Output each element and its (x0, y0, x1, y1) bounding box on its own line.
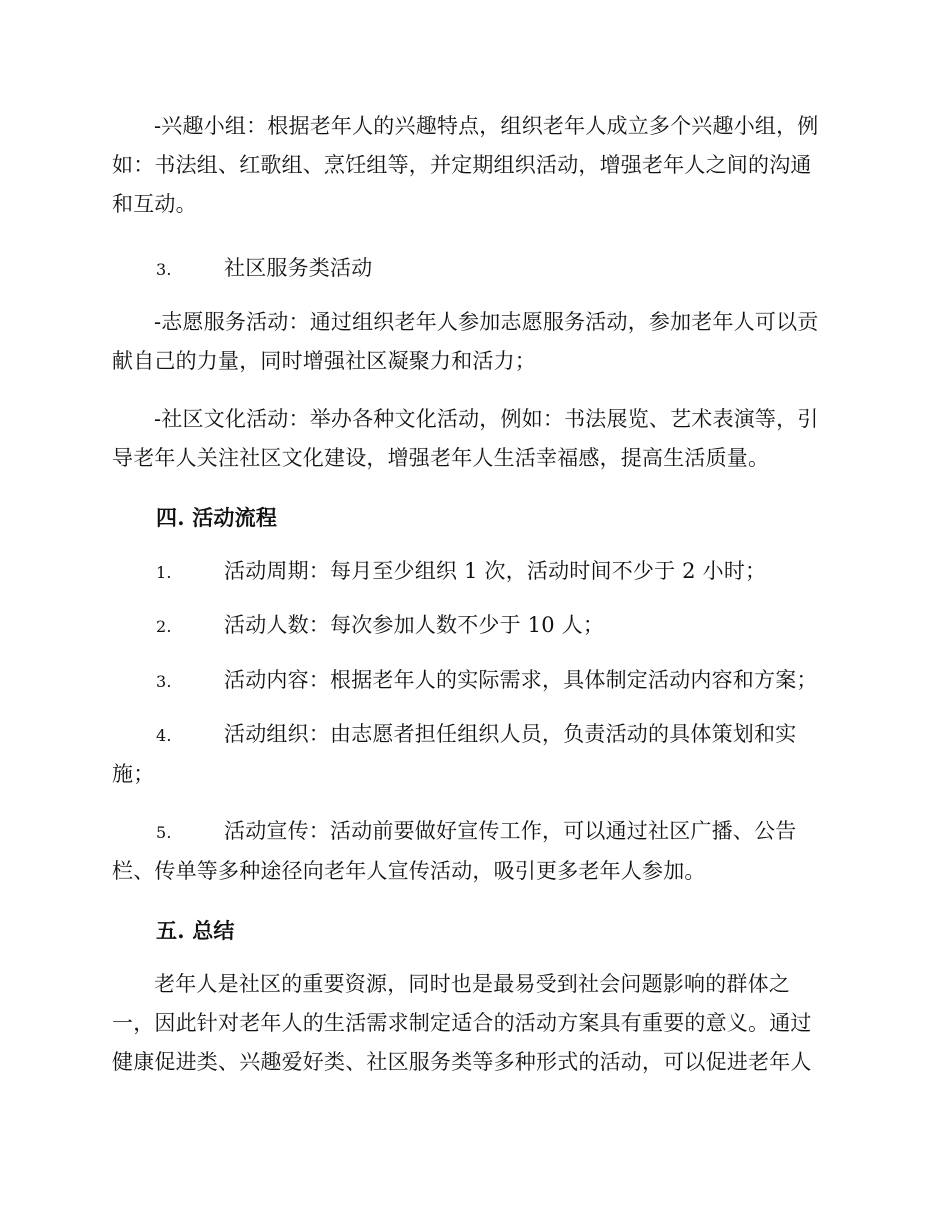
paragraph-culture: -社区文化活动：举办各种文化活动，例如：书法展览、艺术表演等，引导老年人关注社区文化建设，增强老年人生活幸福感，提高生活质量。 (112, 407, 819, 470)
paragraph-conclusion: 老年人是社区的重要资源，同时也是最易受到社会问题影响的群体之一，因此针对老年人的生活需求制定适合的活动方案具有重要的意义。通过健康促进类、兴趣爱好类、社区服务类等多种形式的活动，可以促进老年人 (112, 972, 812, 1074)
list-number: 4. (156, 726, 172, 745)
list-text: 活动组织：由志愿者担任组织人员，负责活动的具体策划和实施； (112, 722, 797, 786)
list-item (112, 606, 832, 646)
list-number: 2. (156, 617, 172, 636)
paragraph-volunteer: -志愿服务活动：通过组织老年人参加志愿服务活动，参加老年人可以贡献自己的力量，同时增强社区凝聚力和活力； (112, 310, 819, 373)
list-text: 活动宣传：活动前要做好宣传工作，可以通过社区广播、公告栏、传单等多种途径向老年人宣传活动，吸引更多老年人参加。 (112, 819, 797, 883)
list-item (112, 552, 832, 592)
list-item (112, 715, 832, 794)
list-number: 3. (156, 672, 172, 691)
section-heading-five: 五. 总结 (156, 918, 235, 943)
list-text: 活动周期：每月至少组织 1 次，活动时间不少于 2 小时； (224, 559, 767, 583)
list-item (112, 812, 832, 891)
list-number: 1. (156, 563, 172, 582)
list-text: 活动内容：根据老年人的实际需求，具体制定活动内容和方案； (224, 668, 818, 692)
list-item-community-service (112, 249, 832, 289)
list-item (112, 661, 832, 701)
section-heading-four: 四. 活动流程 (156, 505, 278, 530)
list-number: 5. (156, 823, 172, 842)
list-text: 活动人数：每次参加人数不少于 10 人； (224, 613, 605, 637)
list-text: 社区服务类活动 (224, 256, 373, 280)
list-number: 3. (156, 260, 172, 279)
paragraph-interest-group: -兴趣小组：根据老年人的兴趣特点，组织老年人成立多个兴趣小组，例如：书法组、红歌组、烹饪组等，并定期组织活动，增强老年人之间的沟通和互动。 (112, 114, 819, 216)
